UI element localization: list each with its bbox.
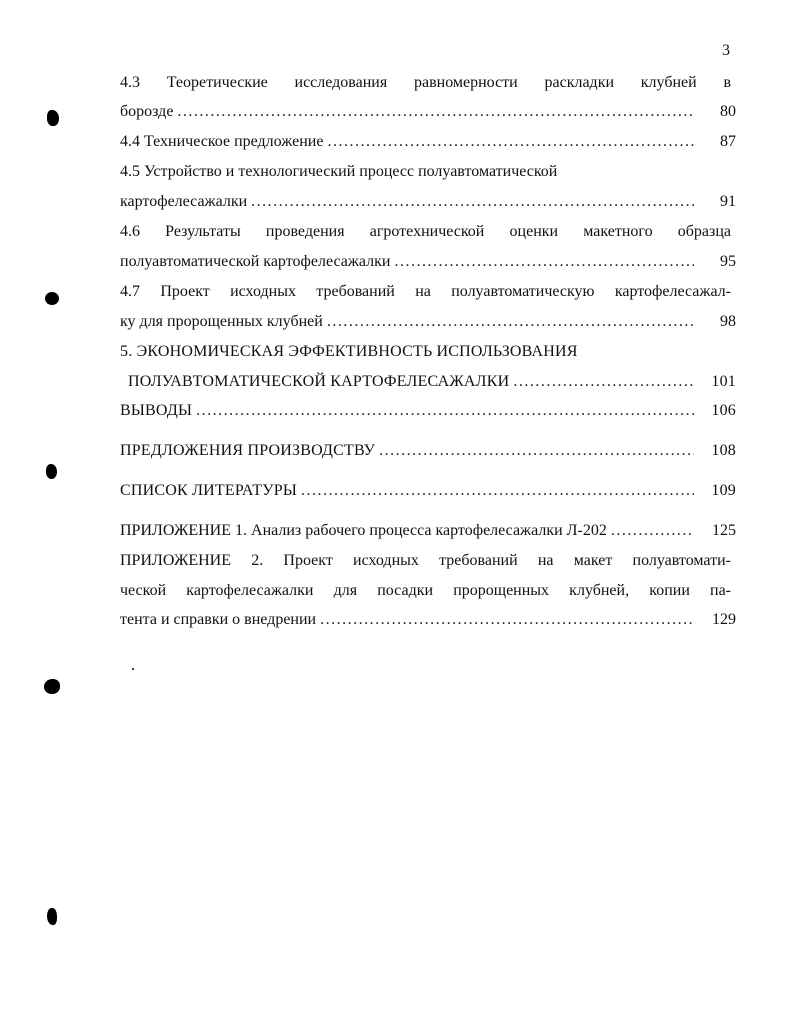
leader-dots	[394, 250, 694, 274]
toc-entry-4-5-line1: 4.5 Устройство и технологический процесс полуавтоматической	[120, 163, 558, 180]
toc-entry-4-7-line2	[120, 310, 736, 334]
toc-entry-text: ПОЛУАВТОМАТИЧЕСКОЙ КАРТОФЕЛЕСАЖАЛКИ	[128, 373, 510, 390]
toc-chapter-5-line2	[128, 370, 736, 394]
toc-proposals	[120, 439, 736, 463]
leader-dots	[327, 310, 694, 334]
toc-entry-4-6-line2	[120, 250, 736, 274]
leader-dots	[196, 399, 694, 423]
toc-page-number: 98	[720, 313, 736, 330]
page-number: 3	[722, 42, 730, 59]
toc-page-number: 87	[720, 133, 736, 150]
leader-dots	[611, 519, 694, 543]
toc-page-number: 80	[720, 103, 736, 120]
binder-hole-mark	[45, 292, 59, 305]
toc-appendix-1	[120, 519, 736, 543]
toc-entry-4-5-line2	[120, 190, 736, 214]
toc-page-number: 108	[711, 442, 736, 459]
toc-entry-text: картофелесажалки	[120, 193, 248, 210]
toc-appendix-2-line3	[120, 608, 736, 632]
toc-appendix-2-line2: ческой картофелесажалки для посадки пророщенных клубней, копии па-	[120, 582, 731, 599]
leader-dots	[301, 479, 694, 503]
toc-entry-text: СПИСОК ЛИТЕРАТУРЫ	[120, 482, 297, 499]
toc-entry-text: полуавтоматической картофелесажалки	[120, 253, 391, 270]
toc-entry-4-3-line2	[120, 100, 736, 124]
leader-dots	[177, 100, 694, 124]
leader-dots	[513, 370, 694, 394]
leader-dots	[379, 439, 694, 463]
toc-entry-text: борозде	[120, 103, 174, 120]
toc-entry-text: тента и справки о внедрении	[120, 611, 317, 628]
toc-chapter-5-line1: 5. ЭКОНОМИЧЕСКАЯ ЭФФЕКТИВНОСТЬ ИСПОЛЬЗОВАНИЯ	[120, 343, 578, 360]
toc-page-number: 95	[720, 253, 736, 270]
toc-page-number: 129	[712, 611, 736, 628]
toc-page-number: 106	[711, 402, 736, 419]
binder-hole-mark	[47, 908, 57, 925]
toc-appendix-2-line1: ПРИЛОЖЕНИЕ 2. Проект исходных требований на макет полуавтомати-	[120, 552, 731, 569]
toc-entry-4-3-line1: 4.3 Теоретические исследования равномерности раскладки клубней в	[120, 74, 731, 91]
toc-entry-text: ку для пророщенных клубней	[120, 313, 323, 330]
toc-page-number: 101	[711, 373, 736, 390]
toc-page-number: 109	[711, 482, 736, 499]
leader-dots	[320, 608, 694, 632]
toc-entry-4-4	[120, 130, 736, 154]
scan-speck	[132, 668, 134, 670]
toc-entry-text: ВЫВОДЫ	[120, 402, 193, 419]
leader-dots	[327, 130, 694, 154]
toc-entry-text: ПРЕДЛОЖЕНИЯ ПРОИЗВОДСТВУ	[120, 442, 376, 459]
toc-references	[120, 479, 736, 503]
toc-entry-4-6-line1: 4.6 Результаты проведения агротехнической оценки макетного образца	[120, 223, 731, 240]
toc-entry-4-7-line1: 4.7 Проект исходных требований на полуавтоматическую картофелесажал-	[120, 283, 731, 300]
binder-hole-mark	[46, 464, 57, 479]
toc-conclusions	[120, 399, 736, 423]
binder-hole-mark	[47, 110, 59, 126]
toc-entry-text: 4.4 Техническое предложение	[120, 133, 324, 150]
leader-dots	[251, 190, 694, 214]
binder-hole-mark	[44, 679, 60, 694]
toc-page-number: 91	[720, 193, 736, 210]
toc-entry-text: ПРИЛОЖЕНИЕ 1. Анализ рабочего процесса картофелесажалки Л-202	[120, 522, 607, 539]
toc-page-number: 125	[712, 522, 736, 539]
